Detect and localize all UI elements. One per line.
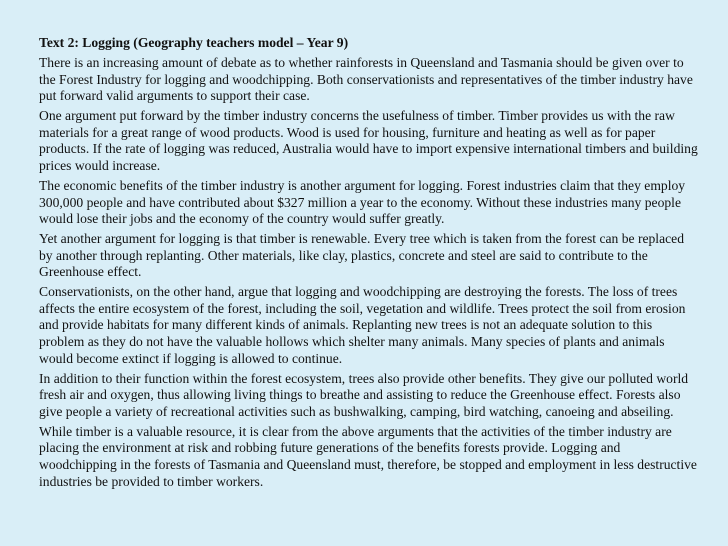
paragraph-renewable-timber: Yet another argument for logging is that timber is renewable. Every tree which is taken from the forest can be replaced by another through replanting. Other materials, like clay, plastics, concrete and steel are said to contribute to the Greenhouse effect. bbox=[39, 231, 684, 280]
paragraph-other-benefits: In addition to their function within the forest ecosystem, trees also provide other benefits. They give our polluted world fresh air and oxygen, thus allowing living things to breathe and assisting to reduce the Greenhouse effect. Forests also give people a variety of recreational activities such as bushwalking, camping, bird watching, canoeing and abseiling. bbox=[39, 370, 689, 419]
paragraph-conservationists: Conservationists, on the other hand, argue that logging and woodchipping are destroying the forests. The loss of trees affects the entire ecosystem of the forest, including the soil, vegetation and wildlife. Trees protect the soil from erosion and provide habitats for many different kinds of animals. Replanting new trees is not an adequate solution to this problem as they do not have the valuable hollows which shelter many animals. Many species of plants and animals would become extinct if logging is allowed to continue. bbox=[39, 284, 686, 366]
paragraph-usefulness-of-timber: One argument put forward by the timber industry concerns the usefulness of timber. Timber provides us with the raw materials for a great range of wood products. Wood is used for housing, furniture and heating as well as for paper products. If the rate of logging was reduced, Australia would have to import expensive international timbers and building prices would increase. bbox=[39, 108, 698, 173]
paragraph-economic-benefits: The economic benefits of the timber industry is another argument for logging. Forest industries claim that they employ 300,000 people and have contributed about $327 million a year to the economy. Without these industries many people would lose their jobs and the economy of the country would suffer greatly. bbox=[39, 177, 686, 227]
document-title: Text 2: Logging (Geography teachers model – Year 9) bbox=[39, 35, 349, 50]
paragraph-introduction: There is an increasing amount of debate as to whether rainforests in Queensland and Tasmania should be given over to the Forest Industry for logging and woodchipping. Both conservationists and representatives of the timber industry have put forward valid arguments to support their case. bbox=[39, 55, 693, 104]
paragraph-conclusion: While timber is a valuable resource, it is clear from the above arguments that the activities of the timber industry are placing the environment at risk and robbing future generations of the benefits forests provide. Logging and woodchipping in the forests of Tasmania and Queensland must, therefore, be stopped and employment in less destructive industries be provided to timber workers. bbox=[39, 423, 697, 489]
